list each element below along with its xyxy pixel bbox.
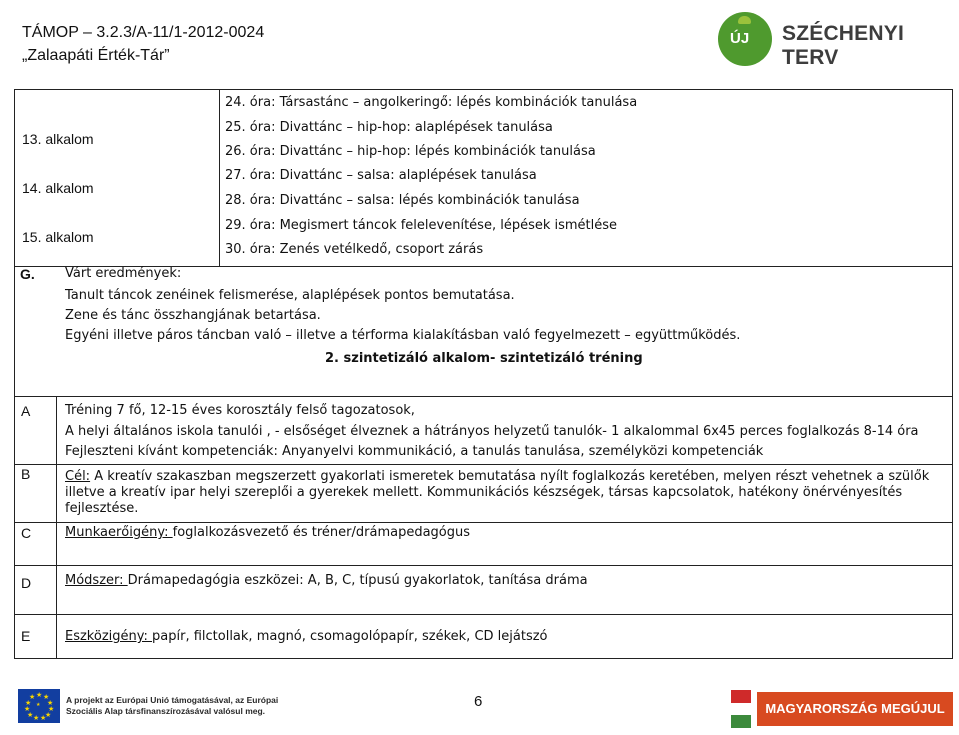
row-a-line: Tréning 7 fő, 12-15 éves korosztály felső tagozatosok, [65, 403, 415, 418]
eu-flag-icon: ★ ★ ★ ★ ★ ★ ★ ★ ★ ★ ★ ★ [18, 689, 60, 723]
hungarian-flag-icon [731, 690, 751, 728]
document-subtitle: „Zalaapáti Érték-Tár” [22, 47, 170, 64]
row-e-value: papír, filctollak, magnó, csomagolópapír, székek, CD lejátszó [152, 629, 548, 644]
session-label: 15. alkalom [22, 229, 94, 245]
lesson-item: 25. óra: Divattánc – hip-hop: alaplépések tanulása [225, 120, 553, 135]
session-label: 13. alkalom [22, 131, 94, 147]
document-title: TÁMOP – 3.2.3/A-11/1-2012-0024 [22, 24, 265, 41]
logo-text: SZÉCHENYI TERV [782, 22, 904, 69]
lesson-item: 28. óra: Divattánc – salsa: lépés kombinációk tanulása [225, 193, 580, 208]
row-label-d: D [21, 575, 32, 591]
logo-prefix: ÚJ [730, 30, 750, 47]
row-e-key: Eszközigény: [65, 629, 153, 644]
row-b-key: Cél: [65, 469, 91, 484]
row-e-text [65, 629, 548, 645]
expected-line: Egyéni illetve páros táncban való – illetve a térforma kialakításban való fegyelmezett – együttműködés. [65, 328, 741, 343]
table-row-divider [14, 565, 953, 566]
table-row-divider [14, 522, 953, 523]
page-number: 6 [474, 693, 483, 710]
expected-line: Zene és tánc összhangjának betartása. [65, 308, 321, 323]
lesson-item: 24. óra: Társastánc – angolkeringő: lépés kombinációk tanulása [225, 95, 638, 110]
row-a-line: Fejleszteni kívánt kompetenciák: Anyanyelvi kommunikáció, a tanulás tanulása, személyközi kompetenciák [65, 444, 764, 459]
lesson-item: 30. óra: Zenés vetélkedő, csoport zárás [225, 242, 484, 257]
row-b-text [65, 469, 949, 517]
section-marker: G. [20, 266, 35, 282]
banner-text: MAGYARORSZÁG MEGÚJUL [757, 692, 953, 726]
session-label: 14. alkalom [22, 180, 94, 196]
expected-heading: Várt eredmények: [65, 266, 182, 281]
row-d-value: Drámapedagógia eszközei: A, B, C, típusú gyakorlatok, tanítása dráma [127, 573, 588, 588]
eu-funding-logo [18, 689, 294, 727]
table-row-divider [14, 464, 953, 465]
table-row-divider [14, 396, 953, 397]
row-b-value: A kreatív szakaszban megszerzett gyakorlati ismeretek bemutatása nyílt foglalkozás keretében, melyen részt vehetnek a szülők illetve a kreatív ipar helyi szereplői a gyerekek mellett. Kommunikációs készségek, társas kapcsolatok, hatékony önérvényesítés fejlesztése. [65, 469, 930, 516]
row-d-text [65, 573, 588, 589]
lesson-item: 29. óra: Megismert táncok felelevenítése, lépések ismétlése [225, 218, 618, 233]
szechenyi-terv-logo [718, 12, 943, 72]
label-column-divider [56, 396, 57, 659]
row-d-key: Módszer: [65, 573, 128, 588]
section-title: 2. szintetizáló alkalom- szintetizáló tréning [325, 351, 643, 366]
lesson-item: 27. óra: Divattánc – salsa: alaplépések tanulása [225, 168, 537, 183]
row-c-text [65, 525, 470, 541]
row-c-key: Munkaerőigény: [65, 525, 173, 540]
row-c-value: foglalkozásvezető és tréner/drámapedagógus [172, 525, 471, 540]
uj-logo-mark [718, 12, 772, 66]
row-label-b: B [21, 466, 31, 482]
magyarorszag-megujul-logo [731, 690, 953, 728]
row-label-c: C [21, 525, 32, 541]
lesson-item: 26. óra: Divattánc – hip-hop: lépés kombinációk tanulása [225, 144, 596, 159]
expected-line: Tanult táncok zenéinek felismerése, alaplépések pontos bemutatása. [65, 288, 515, 303]
logo-leaf-icon [738, 16, 751, 24]
table-row-divider [14, 614, 953, 615]
session-column-divider [219, 89, 220, 266]
row-label-a: A [21, 403, 31, 419]
eu-funding-text: A projekt az Európai Unió támogatásával, az Európai Szociális Alap társfinanszírozásával valósul meg. [66, 695, 279, 716]
row-a-line: A helyi általános iskola tanulói , - elsőséget élveznek a hátrányos helyzetű tanulók- 1 alkalommal 6x45 perces foglalkozás 8-14 óra [65, 424, 919, 439]
row-label-e: E [21, 628, 31, 644]
